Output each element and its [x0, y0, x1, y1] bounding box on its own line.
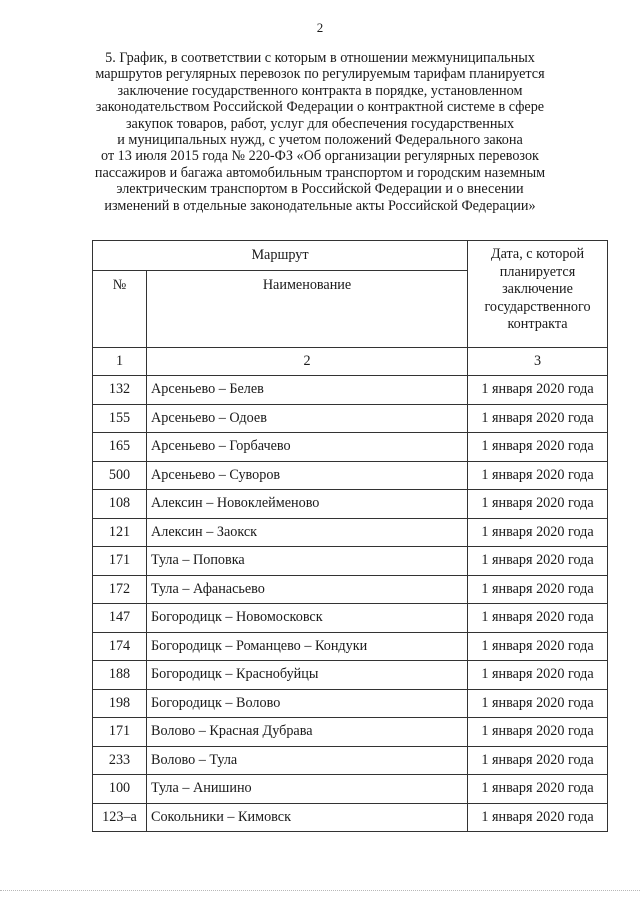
column-number: 2: [147, 348, 468, 376]
route-name-cell: Богородицк – Волово: [147, 689, 468, 718]
table-row: [93, 575, 608, 604]
route-number-cell: 121: [93, 518, 147, 547]
heading-line: электрическим транспортом в Российской Федерации и о внесении: [116, 181, 524, 198]
heading-line: законодательством Российской Федерации о контрактной системе в сфере: [95, 99, 545, 116]
route-number-cell: 100: [93, 775, 147, 804]
route-number-cell: 188: [93, 661, 147, 690]
route-number-cell: 147: [93, 604, 147, 633]
route-name-cell: Тула – Поповка: [147, 547, 468, 576]
table-row: [93, 604, 608, 633]
table-row: [93, 376, 608, 405]
table-row: [93, 746, 608, 775]
route-number-cell: 132: [93, 376, 147, 405]
contract-date-cell: 1 января 2020 года: [468, 746, 608, 775]
table-row: [93, 518, 608, 547]
route-name-cell: Арсеньево – Суворов: [147, 461, 468, 490]
contract-date-cell: 1 января 2020 года: [468, 404, 608, 433]
route-number-cell: 155: [93, 404, 147, 433]
date-header-line: планируется: [499, 263, 576, 280]
heading-line: маршрутов регулярных перевозок по регулируемым тарифам планируется: [95, 66, 545, 83]
route-number-cell: 500: [93, 461, 147, 490]
heading-line: изменений в отдельные законодательные акты Российской Федерации»: [104, 197, 536, 214]
route-name-cell: Тула – Афанасьево: [147, 575, 468, 604]
route-number-cell: 174: [93, 632, 147, 661]
number-header: №: [93, 271, 147, 348]
table-row: [93, 547, 608, 576]
routes-schedule-table: [92, 240, 608, 832]
heading-line: пассажиров и багажа автомобильным транспортом и городским наземным: [94, 164, 546, 181]
route-number-cell: 165: [93, 433, 147, 462]
route-name-cell: Алексин – Новоклейменово: [147, 490, 468, 519]
table-row: [93, 461, 608, 490]
table-row: [93, 433, 608, 462]
date-header-line: государственного: [484, 298, 591, 315]
heading-line: от 13 июля 2015 года № 220-ФЗ «Об организации регулярных перевозок: [101, 148, 539, 165]
route-name-cell: Тула – Анишино: [147, 775, 468, 804]
contract-date-cell: 1 января 2020 года: [468, 376, 608, 405]
contract-date-cell: 1 января 2020 года: [468, 575, 608, 604]
contract-date-cell: 1 января 2020 года: [468, 490, 608, 519]
table-row: [93, 775, 608, 804]
section-heading: [80, 50, 560, 214]
date-header-line: контракта: [507, 316, 568, 332]
route-name-cell: Богородицк – Новомосковск: [147, 604, 468, 633]
date-header-line: заключение: [502, 281, 573, 297]
page-number: 2: [316, 20, 324, 35]
route-name-cell: Волово – Тула: [147, 746, 468, 775]
heading-line: 5. График, в соответствии с которым в отношении межмуниципальных: [105, 50, 535, 66]
contract-date-cell: 1 января 2020 года: [468, 803, 608, 832]
column-number: 1: [93, 348, 147, 376]
route-number-cell: 198: [93, 689, 147, 718]
heading-line: и муниципальных нужд, с учетом положений Федерального закона: [117, 132, 523, 149]
contract-date-cell: 1 января 2020 года: [468, 604, 608, 633]
scan-artifact-line: [0, 888, 640, 891]
contract-date-cell: 1 января 2020 года: [468, 775, 608, 804]
contract-date-cell: 1 января 2020 года: [468, 718, 608, 747]
route-name-cell: Богородицк – Краснобуйцы: [147, 661, 468, 690]
contract-date-cell: 1 января 2020 года: [468, 461, 608, 490]
contract-date-cell: 1 января 2020 года: [468, 632, 608, 661]
route-number-cell: 123–а: [93, 803, 147, 832]
contract-date-cell: 1 января 2020 года: [468, 689, 608, 718]
contract-date-cell: 1 января 2020 года: [468, 518, 608, 547]
contract-date-cell: 1 января 2020 года: [468, 547, 608, 576]
route-number-cell: 108: [93, 490, 147, 519]
route-number-cell: 171: [93, 547, 147, 576]
route-name-cell: Арсеньево – Белев: [147, 376, 468, 405]
route-header: Маршрут: [93, 241, 468, 271]
route-number-cell: 233: [93, 746, 147, 775]
route-number-cell: 172: [93, 575, 147, 604]
route-number-cell: 171: [93, 718, 147, 747]
date-header-line: Дата, с которой: [490, 246, 585, 262]
heading-line: закупок товаров, работ, услуг для обеспечения государственных: [125, 115, 515, 132]
route-name-cell: Волово – Красная Дубрава: [147, 718, 468, 747]
table-row: [93, 404, 608, 433]
table-row: [93, 718, 608, 747]
table-row: [93, 490, 608, 519]
column-number: 3: [468, 348, 608, 376]
route-name-cell: Сокольники – Кимовск: [147, 803, 468, 832]
column-numbers-row: [93, 348, 608, 376]
table-row: [93, 803, 608, 832]
route-name-cell: Арсеньево – Одоев: [147, 404, 468, 433]
table-row: [93, 661, 608, 690]
heading-line: заключение государственного контракта в порядке, установленном: [117, 82, 523, 99]
name-header: Наименование: [147, 271, 468, 348]
route-name-cell: Алексин – Заокск: [147, 518, 468, 547]
table-row: [93, 689, 608, 718]
table-row: [93, 632, 608, 661]
contract-date-cell: 1 января 2020 года: [468, 661, 608, 690]
route-name-cell: Богородицк – Романцево – Кондуки: [147, 632, 468, 661]
contract-date-cell: 1 января 2020 года: [468, 433, 608, 462]
contract-date-header: [468, 241, 608, 348]
route-name-cell: Арсеньево – Горбачево: [147, 433, 468, 462]
